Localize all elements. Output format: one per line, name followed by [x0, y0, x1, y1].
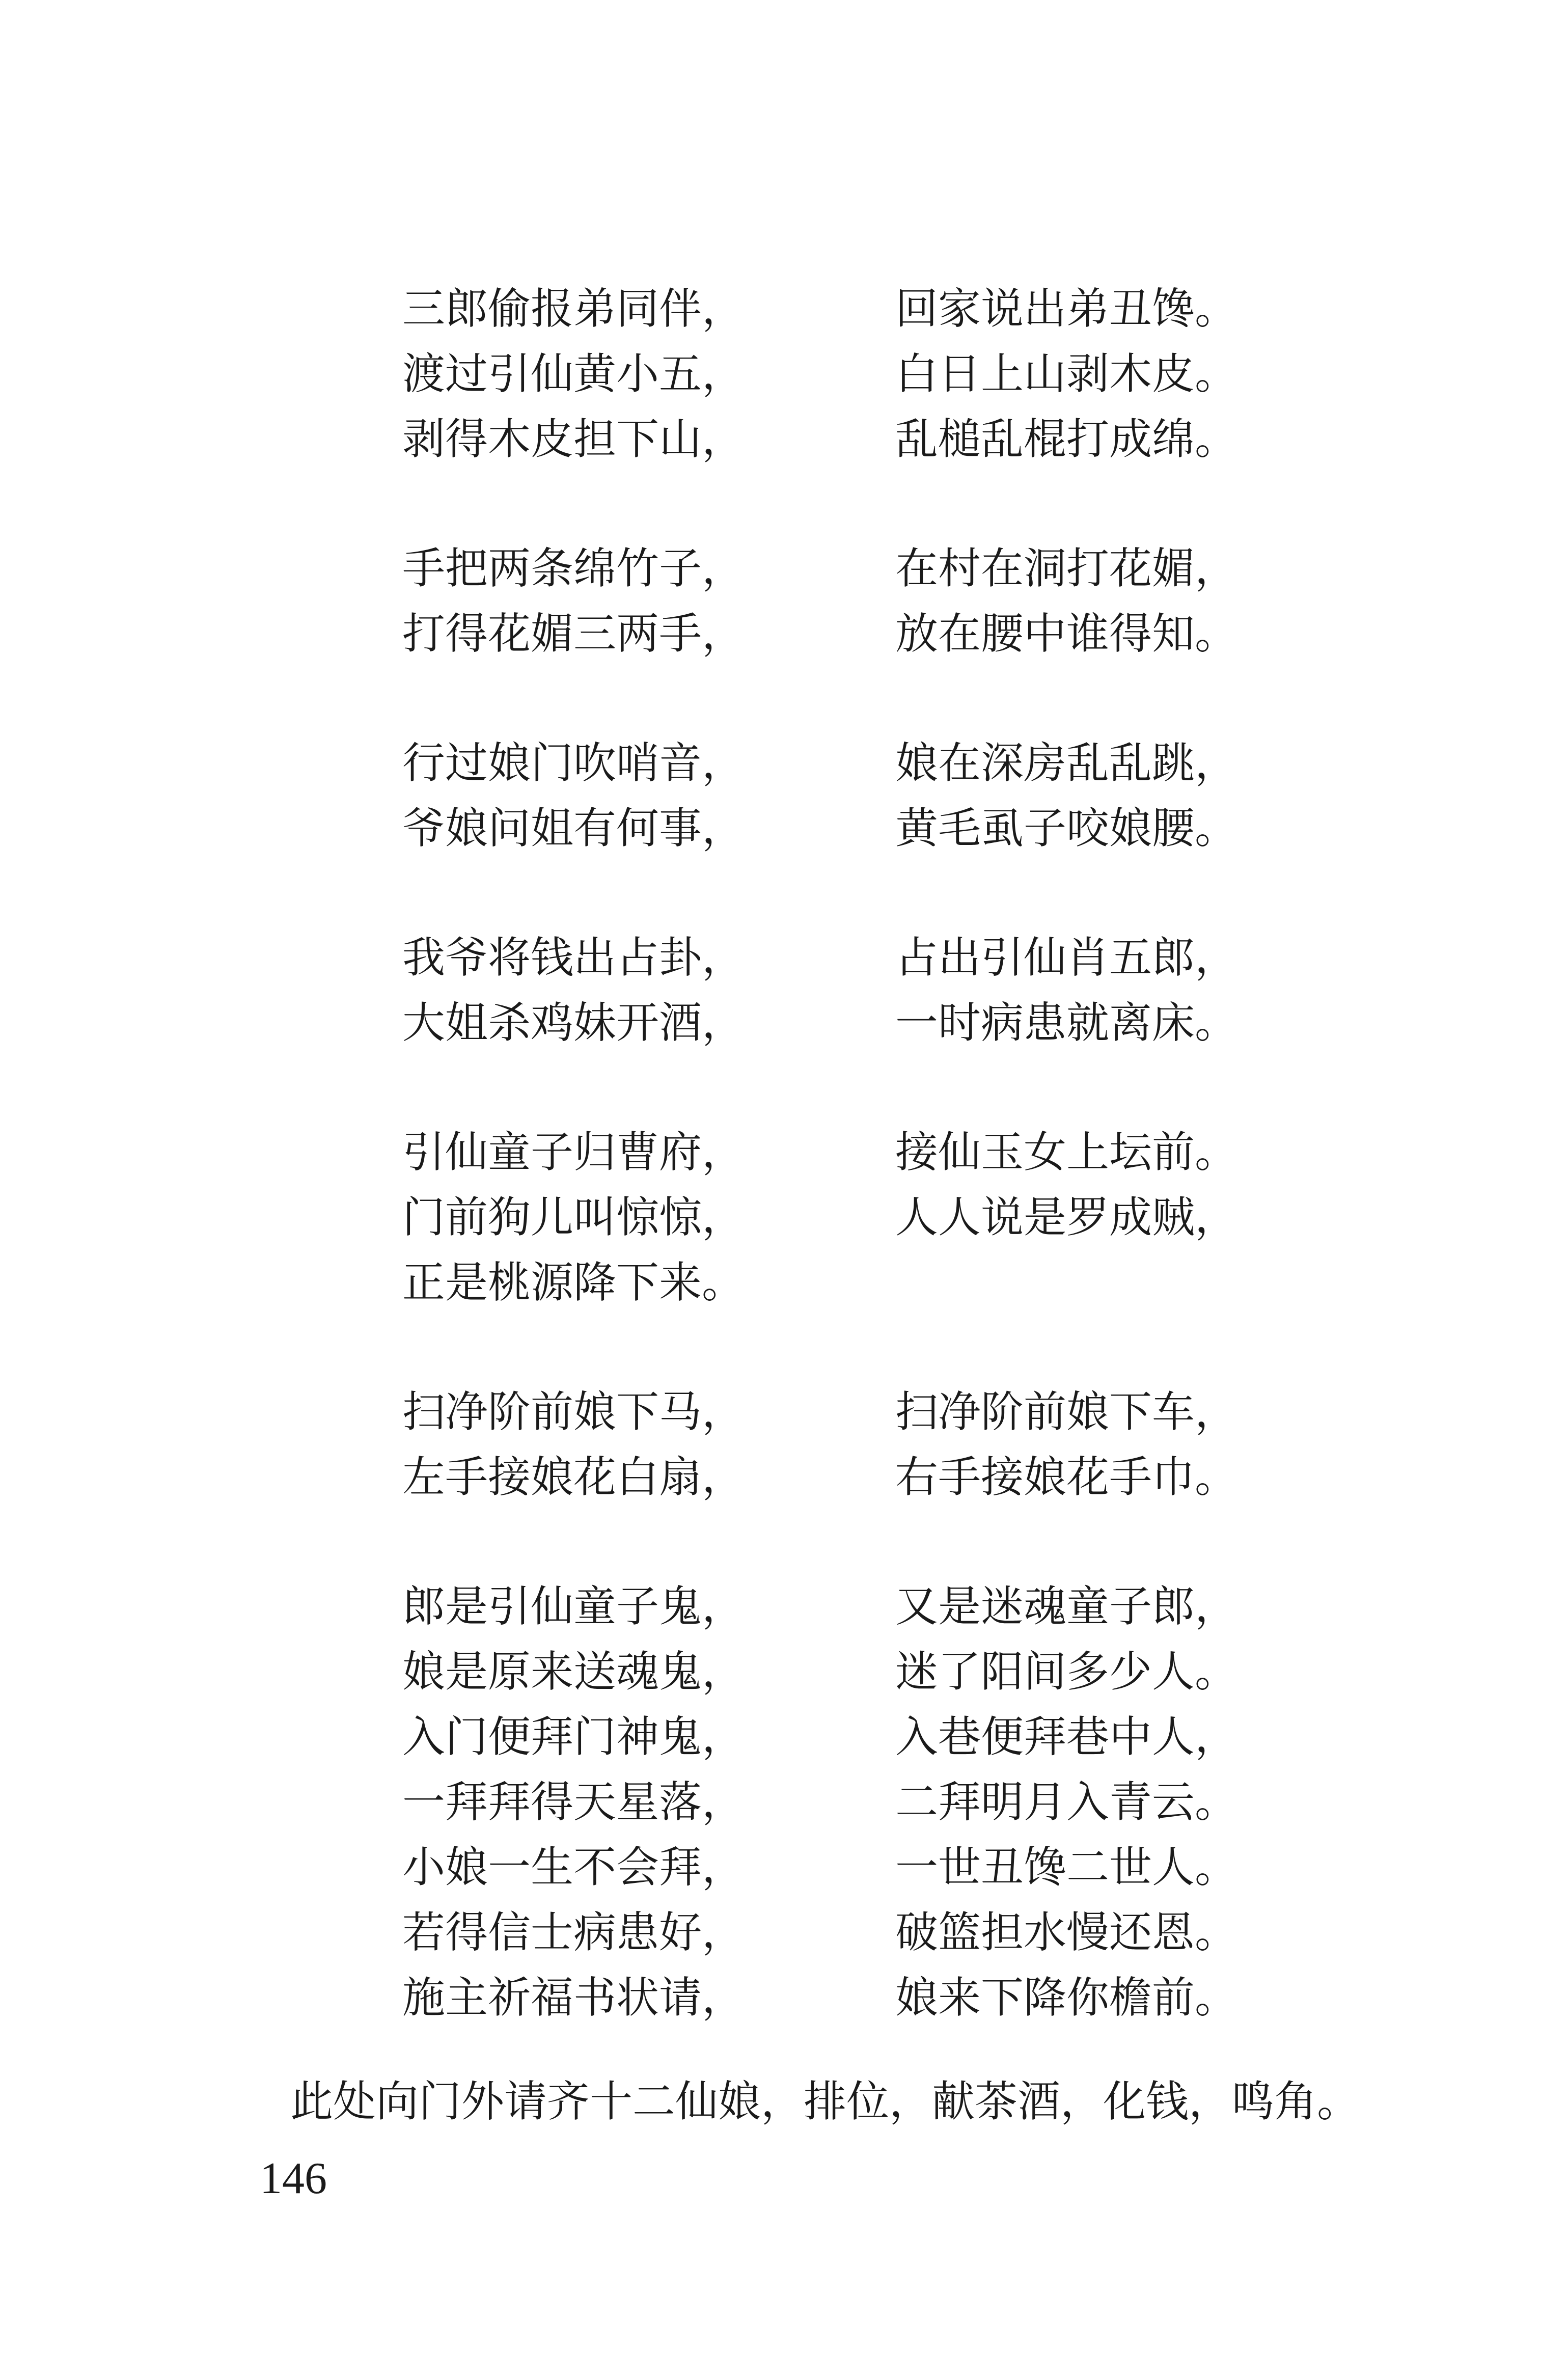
- verse-line-left: 我爷将钱出占卦，: [402, 933, 745, 982]
- verse-line-right: 娘来下降你檐前。: [895, 1973, 1238, 2022]
- verse-line-right: 接仙玉女上坛前。: [895, 1127, 1238, 1177]
- verse-line-left: 行过娘门吹哨音，: [402, 738, 745, 788]
- verse-line-left: 一拜拜得天星落，: [402, 1777, 745, 1827]
- verse-line-left: 若得信士病患好，: [402, 1907, 745, 1957]
- verse-line-left: 郎是引仙童子鬼，: [402, 1581, 745, 1631]
- verse-line-right: 在村在洞打花媚，: [895, 543, 1238, 593]
- verse-line-right: 人人说是罗成贼，: [895, 1192, 1238, 1242]
- verse-line-left: 打得花媚三两手，: [402, 609, 745, 659]
- verse-line-left: 正是桃源降下来。: [402, 1258, 745, 1307]
- verse-line-left: 爷娘问姐有何事，: [402, 803, 745, 853]
- verse-line-right: 扫净阶前娘下车，: [895, 1387, 1238, 1437]
- verse-line-right: 占出引仙肖五郎，: [895, 933, 1238, 982]
- verse-line-right: 一时病患就离床。: [895, 998, 1238, 1048]
- verse-line-right: 娘在深房乱乱跳，: [895, 738, 1238, 788]
- ritual-instruction-note: 此处向门外请齐十二仙娘，排位，献茶酒，化钱，鸣角。: [290, 2076, 1360, 2126]
- verse-line-right: 黄毛虱子咬娘腰。: [895, 803, 1238, 853]
- verse-line-left: 三郎偷报弟同伴，: [402, 284, 745, 334]
- verse-line-left: 大姐杀鸡妹开酒，: [402, 998, 745, 1048]
- verse-line-right: 二拜明月入青云。: [895, 1777, 1238, 1827]
- verse-line-right: 破篮担水慢还恩。: [895, 1907, 1238, 1957]
- verse-line-right: 右手接娘花手巾。: [895, 1452, 1238, 1502]
- verse-line-left: 门前狗儿叫惊惊，: [402, 1192, 745, 1242]
- verse-line-right: 一世丑馋二世人。: [895, 1842, 1238, 1892]
- page-number: 146: [260, 2154, 327, 2203]
- verse-line-left: 施主祈福书状请，: [402, 1973, 745, 2022]
- verse-line-left: 娘是原来送魂鬼，: [402, 1647, 745, 1697]
- verse-line-right: 又是迷魂童子郎，: [895, 1581, 1238, 1631]
- verse-line-right: 迷了阳间多少人。: [895, 1647, 1238, 1697]
- verse-line-left: 渡过引仙黄小五，: [402, 349, 745, 399]
- verse-line-left: 引仙童子归曹府，: [402, 1127, 745, 1177]
- verse-line-left: 手把两条绵竹子，: [402, 543, 745, 593]
- verse-line-left: 小娘一生不会拜，: [402, 1842, 745, 1892]
- verse-line-right: 乱槌乱棍打成绵。: [895, 414, 1238, 464]
- verse-line-right: 放在腰中谁得知。: [895, 609, 1238, 659]
- verse-line-left: 入门便拜门神鬼，: [402, 1712, 745, 1762]
- verse-line-right: 白日上山剥木皮。: [895, 349, 1238, 399]
- verse-line-left: 扫净阶前娘下马，: [402, 1387, 745, 1437]
- verse-line-right: 入巷便拜巷中人，: [895, 1712, 1238, 1762]
- verse-line-right: 回家说出弟丑馋。: [895, 284, 1238, 334]
- verse-line-left: 剥得木皮担下山，: [402, 414, 745, 464]
- verse-line-left: 左手接娘花白扇，: [402, 1452, 745, 1502]
